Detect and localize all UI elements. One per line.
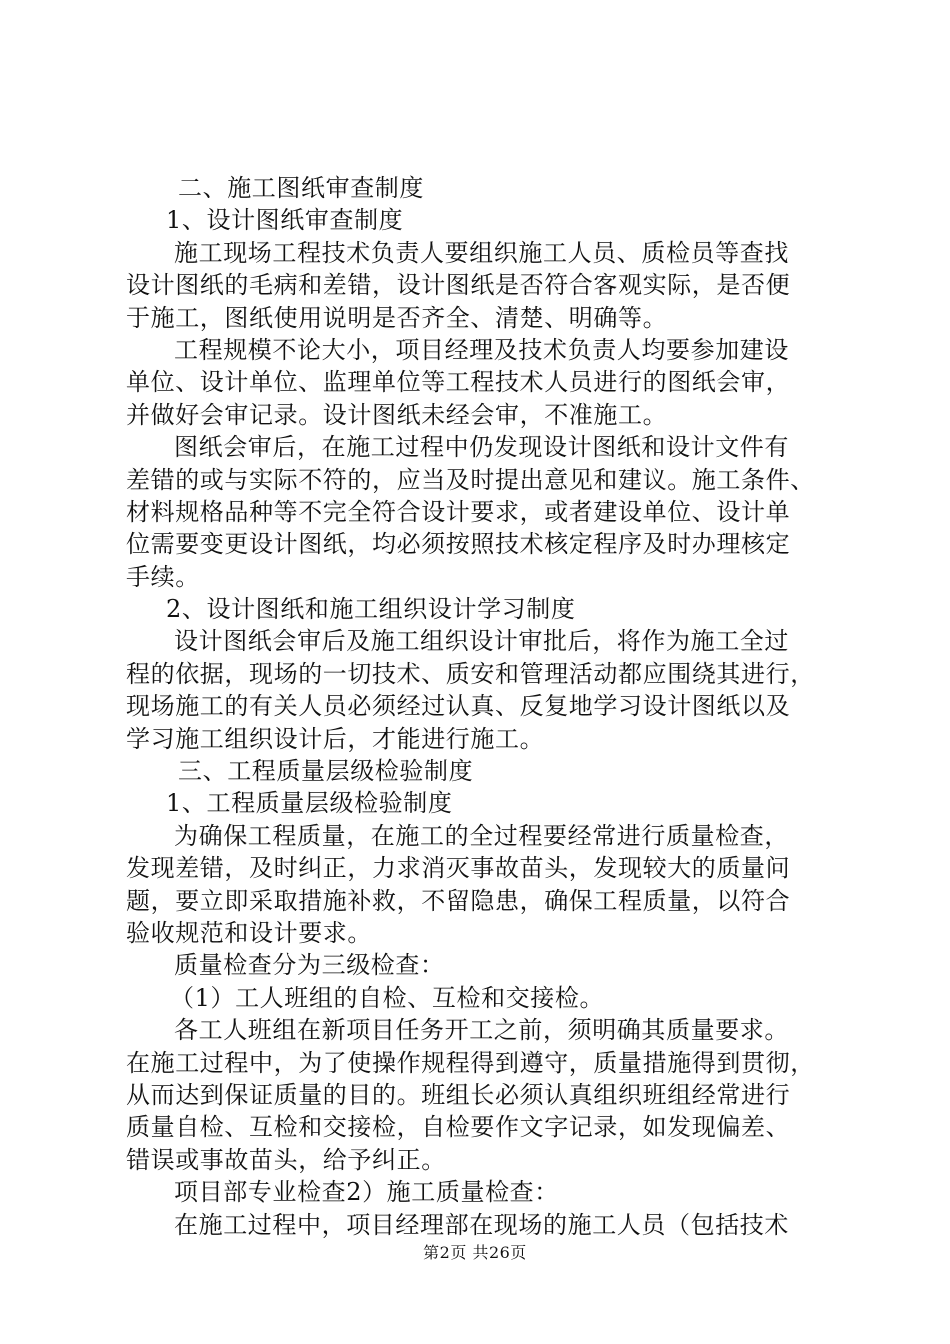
text-line: 设计图纸的毛病和差错，设计图纸是否符合客观实际，是否便 bbox=[126, 271, 791, 300]
text-line: 设计图纸会审后及施工组织设计审批后，将作为施工全过 bbox=[174, 627, 789, 656]
document-body bbox=[126, 172, 838, 1241]
text-line: （1）工人班组的自检、互检和交接检。 bbox=[170, 983, 605, 1012]
text-line: 在施工过程中，为了使操作规程得到遵守，质量措施得到贯彻， bbox=[126, 1048, 815, 1077]
text-line: 现场施工的有关人员必须经过认真、反复地学习设计图纸以及 bbox=[126, 692, 791, 721]
text-line: 差错的或与实际不符的，应当及时提出意见和建议。施工条件、 bbox=[126, 465, 815, 494]
text-line: 单位、设计单位、监理单位等工程技术人员进行的图纸会审， bbox=[126, 368, 791, 397]
text-line: 学习施工组织设计后，才能进行施工。 bbox=[126, 724, 545, 753]
text-line: 施工现场工程技术负责人要组织施工人员、质检员等查找 bbox=[174, 238, 789, 267]
text-line: 1、设计图纸审查制度 bbox=[166, 206, 404, 235]
text-line: 2、设计图纸和施工组织设计学习制度 bbox=[166, 595, 576, 624]
text-line: 位需要变更设计图纸，均必须按照技术核定程序及时办理核定 bbox=[126, 530, 791, 559]
page-footer: 第2页 共26页 bbox=[423, 1243, 527, 1262]
text-line: 三、工程质量层级检验制度 bbox=[178, 757, 474, 786]
text-line: 发现差错，及时纠正，力求消灭事故苗头，发现较大的质量问 bbox=[126, 854, 791, 883]
text-line: 材料规格品种等不完全符合设计要求，或者建设单位、设计单 bbox=[126, 497, 791, 526]
text-line: 工程规模不论大小，项目经理及技术负责人均要参加建设 bbox=[174, 335, 789, 364]
text-line: 验收规范和设计要求。 bbox=[126, 918, 372, 947]
text-line: 质量检查分为三级检查： bbox=[174, 951, 445, 980]
text-line: 项目部专业检查2）施工质量检查： bbox=[174, 1178, 559, 1207]
text-line: 二、施工图纸审查制度 bbox=[178, 174, 424, 202]
text-line: 并做好会审记录。设计图纸未经会审，不准施工。 bbox=[126, 400, 668, 429]
text-line: 错误或事故苗头，给予纠正。 bbox=[126, 1145, 446, 1174]
text-line: 质量自检、互检和交接检，自检要作文字记录，如发现偏差、 bbox=[126, 1113, 791, 1142]
text-line: 题，要立即采取措施补救，不留隐患，确保工程质量，以符合 bbox=[126, 886, 791, 915]
text-line: 1、工程质量层级检验制度 bbox=[166, 789, 453, 818]
text-line: 于施工，图纸使用说明是否齐全、清楚、明确等。 bbox=[126, 303, 668, 332]
text-line: 从而达到保证质量的目的。班组长必须认真组织班组经常进行 bbox=[126, 1080, 791, 1109]
text-line: 各工人班组在新项目任务开工之前，须明确其质量要求。 bbox=[174, 1016, 789, 1045]
text-line: 为确保工程质量，在施工的全过程要经常进行质量检查， bbox=[174, 821, 789, 850]
text-line: 程的依据，现场的一切技术、质安和管理活动都应围绕其进行， bbox=[126, 659, 815, 688]
text-line: 手续。 bbox=[126, 562, 200, 591]
text-line: 图纸会审后，在施工过程中仍发现设计图纸和设计文件有 bbox=[174, 433, 789, 462]
text-line: 在施工过程中，项目经理部在现场的施工人员（包括技术 bbox=[174, 1210, 789, 1239]
